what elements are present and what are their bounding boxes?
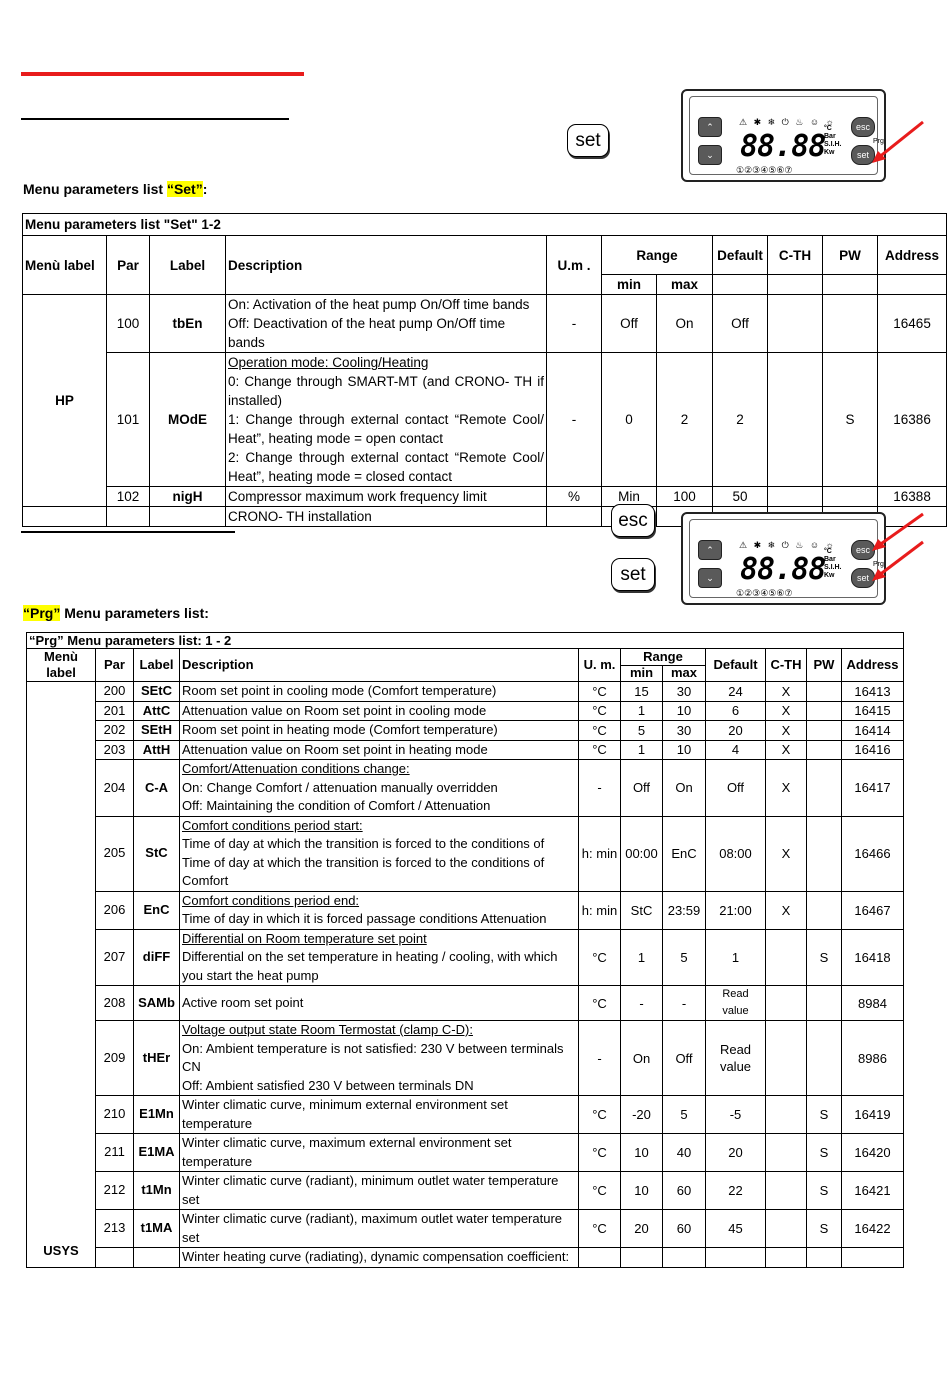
cell-par: 207 bbox=[96, 929, 134, 986]
cell-cth: X bbox=[766, 760, 807, 817]
set-button-icon: set bbox=[851, 568, 875, 588]
cell-label: EnC bbox=[134, 891, 180, 929]
cell-pw: S bbox=[807, 929, 842, 986]
cell-description: Attenuation value on Room set point in heating mode bbox=[180, 740, 579, 760]
header-um: U.m . bbox=[547, 236, 602, 295]
cell-label: tHEr bbox=[134, 1021, 180, 1096]
section-underline bbox=[21, 118, 289, 120]
cell-cth bbox=[768, 487, 823, 507]
cell-um: h: min bbox=[579, 816, 621, 891]
header-max: max bbox=[657, 275, 713, 295]
table-row bbox=[23, 487, 947, 507]
section-underline bbox=[21, 531, 235, 533]
cell-max: 5 bbox=[663, 1096, 706, 1134]
cell-max: 100 bbox=[657, 487, 713, 507]
cell-default: Off bbox=[713, 295, 768, 353]
cell-pw bbox=[807, 682, 842, 702]
cell-cth: X bbox=[766, 701, 807, 721]
cell-default: 4 bbox=[706, 740, 766, 760]
set-parameters-table bbox=[22, 213, 947, 527]
esc-key-icon: esc bbox=[611, 504, 655, 537]
table-row bbox=[27, 1096, 904, 1134]
cell-max: 60 bbox=[663, 1172, 706, 1210]
cell-min: -20 bbox=[621, 1096, 663, 1134]
cell-label: t1Mn bbox=[134, 1172, 180, 1210]
cell-cth bbox=[766, 1210, 807, 1248]
cell-max: - bbox=[663, 986, 706, 1021]
cell-min: Off bbox=[621, 760, 663, 817]
cell-description: CRONO- TH installation bbox=[226, 507, 547, 527]
header-min: min bbox=[621, 665, 663, 682]
cell-par: 209 bbox=[96, 1021, 134, 1096]
cell-description: Comfort/Attenuation conditions change: On: Change Comfort / attenuation manually overridden Off: Maintaining the condition of Comfort / Attenuation bbox=[180, 760, 579, 817]
prg-parameters-table bbox=[26, 632, 904, 1268]
cell-address: 16418 bbox=[842, 929, 904, 986]
status-icons: ⚠ ✱ ❄ ⏻ ♨ ☺ ☼ bbox=[739, 117, 836, 127]
down-button-icon: ⌄ bbox=[698, 145, 722, 165]
table-row bbox=[27, 891, 904, 929]
cell-um: % bbox=[547, 487, 602, 507]
cell-par: 213 bbox=[96, 1210, 134, 1248]
pointer-arrows-icon bbox=[868, 510, 928, 590]
cell-label: nigH bbox=[150, 487, 226, 507]
cell-default: 45 bbox=[706, 1210, 766, 1248]
cell-address: 16421 bbox=[842, 1172, 904, 1210]
cell-um: °C bbox=[579, 701, 621, 721]
cell-description: Compressor maximum work frequency limit bbox=[226, 487, 547, 507]
cell-um: °C bbox=[579, 1134, 621, 1172]
unit-labels: °C Bar S.I.H. Kw bbox=[824, 548, 842, 579]
table-caption: “Prg” Menu parameters list: 1 - 2 bbox=[27, 633, 904, 649]
cell-um: °C bbox=[579, 740, 621, 760]
cell-label: E1Mn bbox=[134, 1096, 180, 1134]
cell-min: 10 bbox=[621, 1134, 663, 1172]
cell-description: Comfort conditions period end: Time of day in which it is forced passage conditions Attenuation bbox=[180, 891, 579, 929]
cell-default: 08:00 bbox=[706, 816, 766, 891]
cell-description: Attenuation value on Room set point in cooling mode bbox=[180, 701, 579, 721]
cell-um: - bbox=[579, 1021, 621, 1096]
cell-min: 20 bbox=[621, 1210, 663, 1248]
cell-cth: X bbox=[766, 740, 807, 760]
cell-address: 8986 bbox=[842, 1021, 904, 1096]
cell-default: 1 bbox=[706, 929, 766, 986]
cell-description: Active room set point bbox=[180, 986, 579, 1021]
table-row bbox=[27, 1210, 904, 1248]
controller-display-image bbox=[681, 512, 886, 605]
table-row bbox=[27, 1172, 904, 1210]
cell-pw bbox=[807, 760, 842, 817]
cell-um: - bbox=[579, 760, 621, 817]
cell-label: MOdE bbox=[150, 353, 226, 487]
indicator-circles: ①②③④⑤⑥⑦ bbox=[736, 165, 793, 175]
cell-description: Winter heating curve (radiating), dynamic compensation coefficient: bbox=[180, 1248, 579, 1268]
prg-label: Prg bbox=[873, 561, 884, 568]
cell-pw bbox=[807, 740, 842, 760]
status-icons: ⚠ ✱ ❄ ⏻ ♨ ☺ ☼ bbox=[739, 540, 836, 550]
cell-cth bbox=[766, 929, 807, 986]
cell-um: h: min bbox=[579, 891, 621, 929]
cell-min: Off bbox=[602, 295, 657, 353]
cell-um: °C bbox=[579, 682, 621, 702]
header-par: Par bbox=[96, 649, 134, 682]
cell-label: SEtH bbox=[134, 721, 180, 741]
header-default: Default bbox=[706, 649, 766, 682]
cell-pw bbox=[807, 891, 842, 929]
cell-max: Off bbox=[663, 1021, 706, 1096]
cell-default: -5 bbox=[706, 1096, 766, 1134]
cell-cth bbox=[766, 1096, 807, 1134]
cell-default: 21:00 bbox=[706, 891, 766, 929]
cell-um: - bbox=[547, 295, 602, 353]
cell-label: t1MA bbox=[134, 1210, 180, 1248]
set-key-icon: set bbox=[567, 124, 609, 157]
cell-max: 23:59 bbox=[663, 891, 706, 929]
cell-pw: S bbox=[823, 353, 878, 487]
cell-cth: X bbox=[766, 682, 807, 702]
set-key-icon: set bbox=[611, 558, 655, 591]
cell-par: 101 bbox=[107, 353, 150, 487]
header-cth: C-TH bbox=[766, 649, 807, 682]
header-pw: PW bbox=[823, 236, 878, 275]
prg-parameters-table-container bbox=[26, 632, 906, 1264]
set-button-icon: set bbox=[851, 145, 875, 165]
cell-description: Winter climatic curve, minimum external environment set temperature bbox=[180, 1096, 579, 1134]
table-row bbox=[27, 816, 904, 891]
cell-address: 16417 bbox=[842, 760, 904, 817]
cell-max: 30 bbox=[663, 721, 706, 741]
cell-address: 16466 bbox=[842, 816, 904, 891]
cell-address: 16413 bbox=[842, 682, 904, 702]
cell-default: 20 bbox=[706, 1134, 766, 1172]
cell-pw bbox=[807, 1021, 842, 1096]
cell-address: 16467 bbox=[842, 891, 904, 929]
cell-max: 10 bbox=[663, 701, 706, 721]
cell-par: 204 bbox=[96, 760, 134, 817]
unit-labels: °C Bar S.I.H. Kw bbox=[824, 125, 842, 156]
cell-min: 15 bbox=[621, 682, 663, 702]
header-label: Label bbox=[150, 236, 226, 295]
table-row bbox=[27, 701, 904, 721]
indicator-circles: ①②③④⑤⑥⑦ bbox=[736, 588, 793, 598]
controller-display-image bbox=[681, 89, 886, 182]
table-row bbox=[27, 1134, 904, 1172]
header-min: min bbox=[602, 275, 657, 295]
header-par: Par bbox=[107, 236, 150, 295]
table-row bbox=[27, 682, 904, 702]
cell-par: 208 bbox=[96, 986, 134, 1021]
cell-pw bbox=[823, 487, 878, 507]
cell-description: On: Activation of the heat pump On/Off time bands Off: Deactivation of the heat pump On/Off time bands bbox=[226, 295, 547, 353]
up-button-icon: ⌃ bbox=[698, 540, 722, 560]
cell-description: Differential on Room temperature set point Differential on the set temperature in heating / cooling, with which you start the heat pump bbox=[180, 929, 579, 986]
header-menu-label: Menù label bbox=[23, 236, 107, 295]
cell-cth bbox=[766, 1172, 807, 1210]
table-row bbox=[23, 295, 947, 353]
cell-description: Winter climatic curve (radiant), maximum outlet water temperature set bbox=[180, 1210, 579, 1248]
cell-min: StC bbox=[621, 891, 663, 929]
header-default: Default bbox=[713, 236, 768, 275]
cell-max: On bbox=[663, 760, 706, 817]
cell-max: EnC bbox=[663, 816, 706, 891]
cell-um: °C bbox=[579, 1096, 621, 1134]
cell-label: C-A bbox=[134, 760, 180, 817]
cell-default: Read value bbox=[706, 986, 766, 1021]
cell-address: 16420 bbox=[842, 1134, 904, 1172]
set-parameters-table-container bbox=[22, 213, 948, 524]
cell-min: 00:00 bbox=[621, 816, 663, 891]
cell-pw bbox=[807, 701, 842, 721]
table-row bbox=[23, 353, 947, 487]
cell-pw: S bbox=[807, 1172, 842, 1210]
header-description: Description bbox=[226, 236, 547, 295]
header-um: U. m. bbox=[579, 649, 621, 682]
cell-description: Winter climatic curve (radiant), minimum outlet water temperature set bbox=[180, 1172, 579, 1210]
table-row bbox=[27, 929, 904, 986]
cell-par: 201 bbox=[96, 701, 134, 721]
cell-min: 10 bbox=[621, 1172, 663, 1210]
cell-label: tbEn bbox=[150, 295, 226, 353]
cell-pw: S bbox=[807, 1134, 842, 1172]
prg-label: Prg bbox=[873, 138, 884, 145]
cell-pw bbox=[823, 295, 878, 353]
table-row-partial bbox=[27, 1248, 904, 1268]
cell-min: 0 bbox=[602, 353, 657, 487]
cell-um: °C bbox=[579, 929, 621, 986]
display-digits: 88.88 bbox=[740, 552, 826, 587]
cell-address: 8984 bbox=[842, 986, 904, 1021]
cell-par: 206 bbox=[96, 891, 134, 929]
cell-par: 202 bbox=[96, 721, 134, 741]
cell-min: 5 bbox=[621, 721, 663, 741]
cell-default: 6 bbox=[706, 701, 766, 721]
cell-cth bbox=[766, 1134, 807, 1172]
cell-default: 2 bbox=[713, 353, 768, 487]
header-address: Address bbox=[842, 649, 904, 682]
prg-menu-heading: “Prg” Menu parameters list: bbox=[23, 605, 209, 621]
cell-address: 16386 bbox=[878, 353, 947, 487]
cell-address: 16414 bbox=[842, 721, 904, 741]
cell-default: 24 bbox=[706, 682, 766, 702]
set-menu-heading: Menu parameters list “Set”: bbox=[23, 181, 208, 197]
cell-default: Read value bbox=[706, 1021, 766, 1096]
group-label: HP bbox=[23, 295, 107, 507]
cell-description: Comfort conditions period start: Time of day at which the transition is forced to the conditions of Time of day at which the transition is forced to the conditions of Comfort bbox=[180, 816, 579, 891]
cell-address: 16422 bbox=[842, 1210, 904, 1248]
cell-cth bbox=[766, 1021, 807, 1096]
cell-cth bbox=[768, 353, 823, 487]
cell-default: Off bbox=[706, 760, 766, 817]
cell-um: °C bbox=[579, 1210, 621, 1248]
cell-pw bbox=[807, 721, 842, 741]
cell-address: 16416 bbox=[842, 740, 904, 760]
cell-min: 1 bbox=[621, 740, 663, 760]
cell-max: 40 bbox=[663, 1134, 706, 1172]
header-description: Description bbox=[180, 649, 579, 682]
cell-cth: X bbox=[766, 721, 807, 741]
cell-par: 205 bbox=[96, 816, 134, 891]
cell-max: 10 bbox=[663, 740, 706, 760]
table-row bbox=[27, 986, 904, 1021]
section-red-rule bbox=[21, 72, 304, 76]
cell-description: Operation mode: Cooling/Heating 0: Change through SMART-MT (and CRONO- TH if installed) 1: Change through external contact “Remote Cool/ Heat”, heating mode = open contact 2: Change through external contact “Remote Cool/ Heat”, heating mode = closed contact bbox=[226, 353, 547, 487]
cell-par: 102 bbox=[107, 487, 150, 507]
cell-pw: S bbox=[807, 1096, 842, 1134]
header-pw: PW bbox=[807, 649, 842, 682]
cell-max: On bbox=[657, 295, 713, 353]
cell-pw: S bbox=[807, 1210, 842, 1248]
table-row bbox=[27, 1021, 904, 1096]
cell-description: Room set point in heating mode (Comfort temperature) bbox=[180, 721, 579, 741]
header-menu-label: Menù label bbox=[27, 649, 96, 682]
down-button-icon: ⌄ bbox=[698, 568, 722, 588]
header-label: Label bbox=[134, 649, 180, 682]
up-button-icon: ⌃ bbox=[698, 117, 722, 137]
cell-min: 1 bbox=[621, 701, 663, 721]
cell-label: SEtC bbox=[134, 682, 180, 702]
pointer-arrow-icon bbox=[868, 118, 928, 168]
cell-max: 30 bbox=[663, 682, 706, 702]
cell-um: °C bbox=[579, 721, 621, 741]
cell-default: 50 bbox=[713, 487, 768, 507]
group-label: USYS bbox=[27, 682, 96, 1268]
cell-description: Winter climatic curve, maximum external environment set temperature bbox=[180, 1134, 579, 1172]
cell-label: diFF bbox=[134, 929, 180, 986]
cell-par: 100 bbox=[107, 295, 150, 353]
header-cth: C-TH bbox=[768, 236, 823, 275]
cell-min: On bbox=[621, 1021, 663, 1096]
cell-um: °C bbox=[579, 1172, 621, 1210]
cell-label: SAMb bbox=[134, 986, 180, 1021]
cell-default: 20 bbox=[706, 721, 766, 741]
cell-um: °C bbox=[579, 986, 621, 1021]
cell-par: 211 bbox=[96, 1134, 134, 1172]
header-max: max bbox=[663, 665, 706, 682]
cell-um: - bbox=[547, 353, 602, 487]
cell-par: 200 bbox=[96, 682, 134, 702]
cell-par: 203 bbox=[96, 740, 134, 760]
cell-address: 16388 bbox=[878, 487, 947, 507]
esc-button-icon: esc bbox=[851, 117, 875, 137]
cell-par: 212 bbox=[96, 1172, 134, 1210]
cell-cth: X bbox=[766, 891, 807, 929]
cell-pw bbox=[807, 986, 842, 1021]
cell-cth: X bbox=[766, 816, 807, 891]
cell-address: 16415 bbox=[842, 701, 904, 721]
cell-pw bbox=[807, 816, 842, 891]
cell-cth bbox=[768, 295, 823, 353]
esc-button-icon: esc bbox=[851, 540, 875, 560]
cell-min: Min bbox=[602, 487, 657, 507]
cell-address: 16419 bbox=[842, 1096, 904, 1134]
cell-par: 210 bbox=[96, 1096, 134, 1134]
table-caption: Menu parameters list "Set" 1-2 bbox=[23, 214, 947, 236]
cell-default: 22 bbox=[706, 1172, 766, 1210]
cell-address: 16465 bbox=[878, 295, 947, 353]
cell-max: 60 bbox=[663, 1210, 706, 1248]
cell-min: - bbox=[621, 986, 663, 1021]
cell-max: 5 bbox=[663, 929, 706, 986]
header-range: Range bbox=[602, 236, 713, 275]
cell-label: AttC bbox=[134, 701, 180, 721]
cell-cth bbox=[766, 986, 807, 1021]
cell-min: 1 bbox=[621, 929, 663, 986]
table-row bbox=[27, 740, 904, 760]
header-address: Address bbox=[878, 236, 947, 275]
cell-max: 2 bbox=[657, 353, 713, 487]
display-digits: 88.88 bbox=[740, 129, 826, 164]
cell-description: Voltage output state Room Termostat (clamp C-D): On: Ambient temperature is not satisfied: 230 V between terminals CN Off: Ambient satisfied 230 V between terminals DN bbox=[180, 1021, 579, 1096]
header-range: Range bbox=[621, 649, 706, 666]
cell-label: AttH bbox=[134, 740, 180, 760]
cell-description: Room set point in cooling mode (Comfort temperature) bbox=[180, 682, 579, 702]
table-row bbox=[27, 760, 904, 817]
cell-label: StC bbox=[134, 816, 180, 891]
table-row bbox=[27, 721, 904, 741]
cell-label: E1MA bbox=[134, 1134, 180, 1172]
